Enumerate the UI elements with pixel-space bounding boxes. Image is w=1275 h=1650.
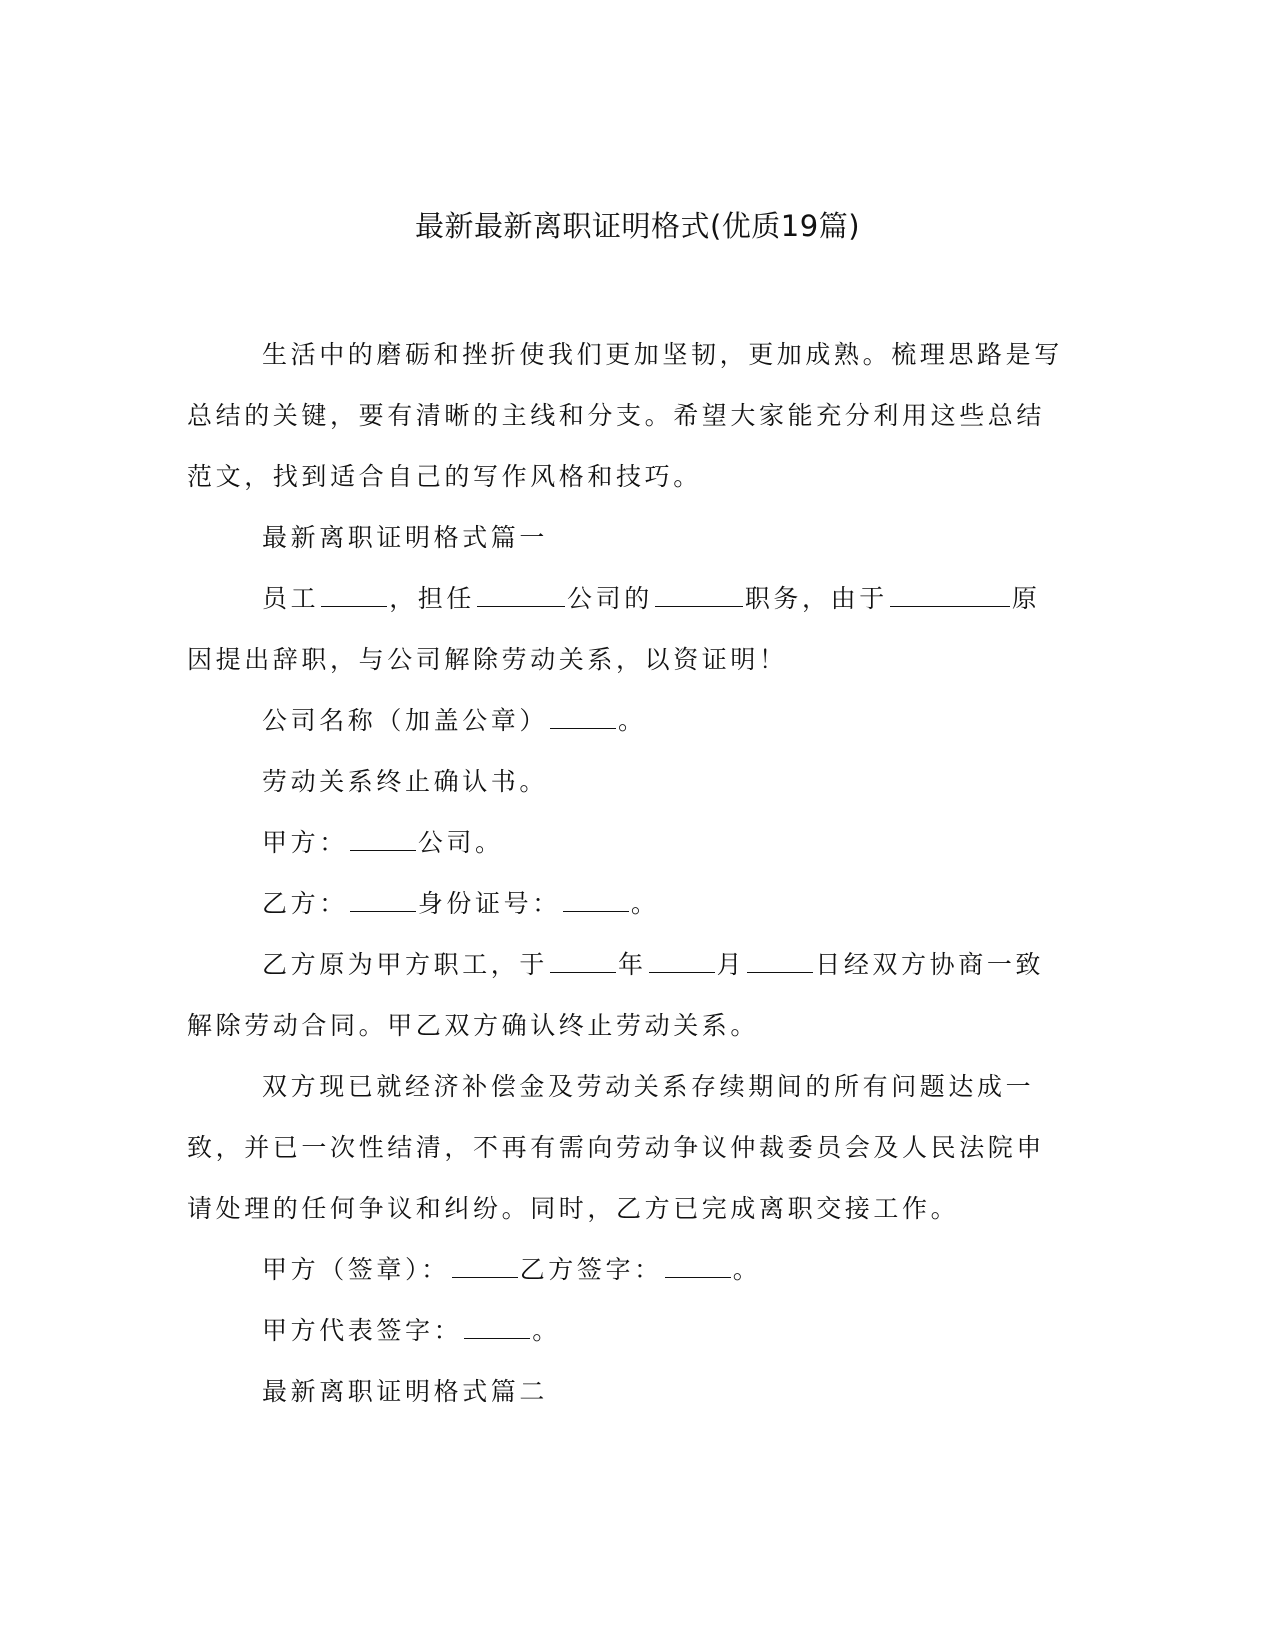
party-a-line bbox=[187, 812, 1067, 873]
blank-employee-name bbox=[321, 582, 387, 607]
cert-text-duty: 职务，由于 bbox=[744, 584, 888, 613]
settlement-paragraph: 双方现已就经济补偿金及劳动关系存续期间的所有问题达成一致，并已一次性结清，不再有需向劳动争议仲裁委员会及人民法院申请处理的任何争议和纠纷。同时，乙方已完成离职交接工作。 bbox=[187, 1072, 1046, 1223]
agreement-text-start: 乙方原为甲方职工，于 bbox=[262, 950, 549, 979]
representative-label: 甲方代表签字： bbox=[262, 1316, 463, 1345]
cert-text-position: ，担任 bbox=[389, 584, 476, 613]
signatures-end: 。 bbox=[732, 1255, 762, 1284]
section-two-heading: 最新离职证明格式篇二 bbox=[262, 1377, 549, 1406]
certificate-paragraph bbox=[187, 568, 1067, 690]
party-b-sign-label: 乙方签字： bbox=[519, 1255, 663, 1284]
blank-id-number bbox=[563, 887, 629, 912]
blank-party-b-sign bbox=[665, 1253, 731, 1278]
document-title: 最新最新离职证明格式(优质19篇) bbox=[414, 209, 861, 243]
party-a-label: 甲方： bbox=[262, 828, 348, 857]
blank-company-name bbox=[477, 582, 565, 607]
company-seal-end: 。 bbox=[618, 706, 647, 735]
party-b-label: 乙方： bbox=[262, 889, 348, 918]
blank-month bbox=[649, 948, 715, 973]
representative-end: 。 bbox=[532, 1316, 561, 1345]
signatures-line bbox=[187, 1239, 1067, 1300]
section-one-heading: 最新离职证明格式篇一 bbox=[262, 523, 549, 552]
company-seal-line bbox=[187, 690, 1067, 751]
agreement-month: 月 bbox=[716, 950, 746, 979]
cert-text-employee: 员工 bbox=[262, 584, 320, 613]
party-b-line bbox=[187, 873, 1067, 934]
blank-representative bbox=[464, 1314, 530, 1339]
blank-reason bbox=[890, 582, 1010, 607]
cert-text-reason: 原因提出辞职，与公司解除劳动关系，以资证明！ bbox=[187, 584, 1041, 674]
agreement-paragraph bbox=[187, 934, 1067, 1056]
blank-day bbox=[747, 948, 813, 973]
blank-company-seal bbox=[550, 704, 616, 729]
agreement-year: 年 bbox=[618, 950, 647, 979]
blank-party-a-seal bbox=[452, 1253, 518, 1278]
intro-paragraph: 生活中的磨砺和挫折使我们更加坚韧，更加成熟。梳理思路是写总结的关键，要有清晰的主线和分支。希望大家能充分利用这些总结范文，找到适合自己的写作风格和技巧。 bbox=[187, 340, 1063, 491]
party-a-suffix: 公司。 bbox=[417, 828, 504, 857]
company-seal-label: 公司名称（加盖公章） bbox=[262, 706, 549, 735]
party-a-seal-label: 甲方（签章）： bbox=[262, 1255, 450, 1284]
termination-heading: 劳动关系终止确认书。 bbox=[262, 767, 549, 796]
representative-line bbox=[187, 1300, 1067, 1361]
cert-text-company: 公司的 bbox=[567, 584, 653, 613]
agreement-text-end: 日经双方协商一致解除劳动合同。甲乙双方确认终止劳动关系。 bbox=[187, 950, 1045, 1040]
party-b-end: 。 bbox=[630, 889, 660, 918]
blank-party-a bbox=[350, 826, 416, 851]
party-b-id-label: 身份证号： bbox=[417, 889, 561, 918]
blank-party-b bbox=[350, 887, 416, 912]
document-body bbox=[187, 324, 1067, 1422]
blank-year bbox=[550, 948, 616, 973]
blank-job-title bbox=[655, 582, 743, 607]
